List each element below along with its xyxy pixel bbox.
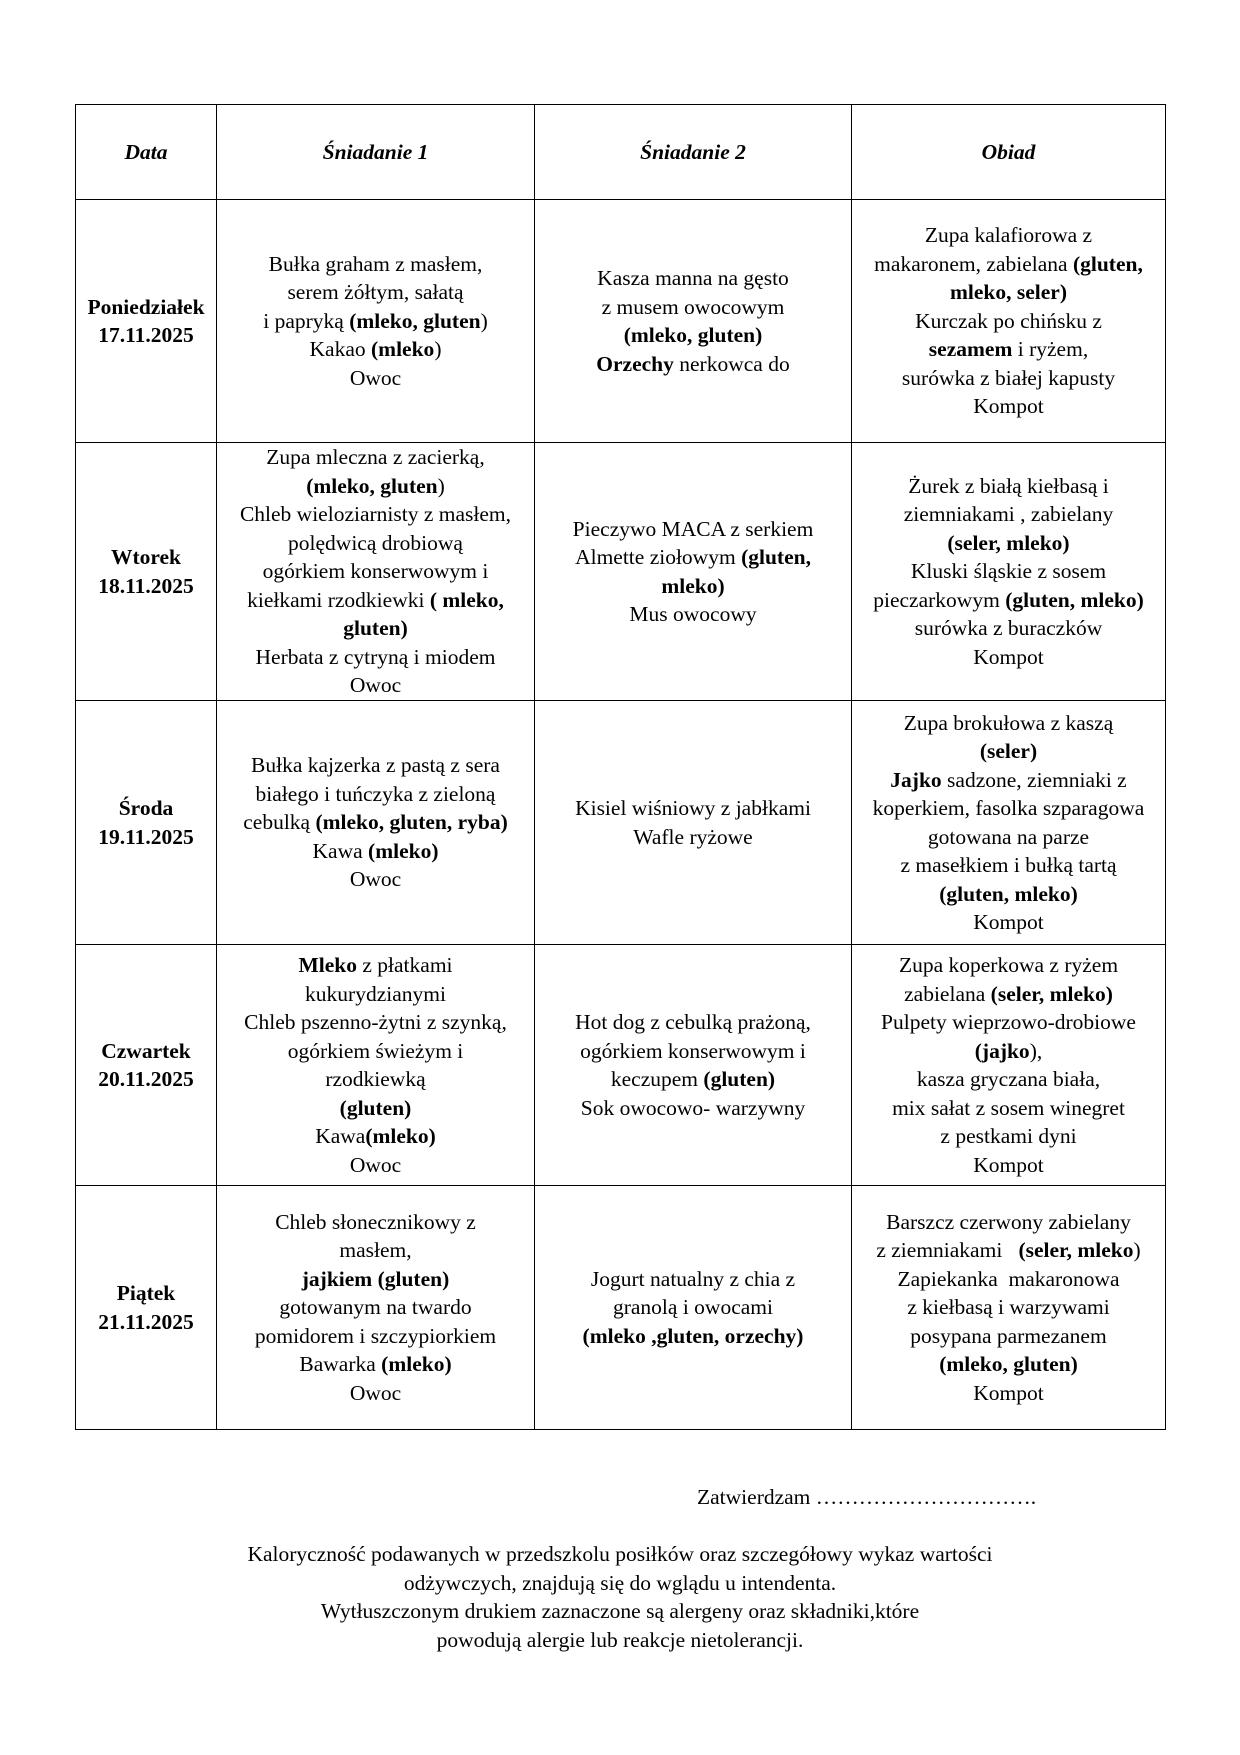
menu-text: z płatkami — [357, 953, 453, 977]
day-date: 20.11.2025 — [98, 1067, 194, 1091]
menu-text: Kasza manna na gęsto — [597, 266, 789, 290]
menu-text: Bułka graham z masłem, — [268, 251, 483, 276]
menu-line — [853, 1122, 1164, 1151]
breakfast-2-cell — [535, 945, 852, 1186]
menu-line — [853, 335, 1164, 364]
menu-line — [853, 1322, 1164, 1351]
menu-text: koperkiem, fasolka szparagowa — [872, 796, 1145, 820]
menu-line — [853, 737, 1164, 766]
menu-line — [218, 443, 533, 472]
menu-text: Kompot — [973, 644, 1044, 669]
allergen-text: (gluten, mleko) — [939, 881, 1078, 906]
menu-line — [536, 600, 850, 629]
menu-text: Bawarka — [299, 1352, 382, 1377]
menu-line — [853, 586, 1164, 615]
menu-text: z pestkami dyni — [940, 1124, 1077, 1148]
menu-line — [853, 794, 1164, 823]
day-date: 18.11.2025 — [98, 573, 194, 598]
menu-text: Mus owocowy — [629, 602, 757, 626]
day-name: Środa — [118, 796, 174, 820]
allergen-text: (seler, mleko) — [990, 981, 1113, 1006]
lunch-cell — [852, 200, 1166, 443]
menu-line — [218, 671, 533, 700]
menu-line — [853, 951, 1164, 980]
menu-line — [853, 1208, 1164, 1237]
menu-text: Kompot — [973, 1380, 1044, 1405]
menu-line — [218, 529, 533, 558]
menu-text: Owoc — [349, 673, 402, 698]
menu-line — [536, 572, 850, 601]
menu-text: makaronem, zabielana — [874, 251, 1073, 276]
menu-text: granolą i owocami — [612, 1295, 773, 1320]
breakfast-2-cell — [535, 701, 852, 945]
menu-text: Kompot — [973, 910, 1044, 934]
menu-text: ) — [480, 308, 488, 333]
menu-line — [853, 392, 1164, 421]
menu-line — [218, 643, 533, 672]
menu-text: Jogurt natualny z chia z — [590, 1266, 796, 1291]
allergen-text: (seler, mleko) — [947, 530, 1070, 555]
menu-line — [536, 1265, 850, 1294]
menu-text: Wafle ryżowe — [633, 824, 753, 849]
table-row — [76, 701, 1166, 945]
menu-line — [853, 364, 1164, 393]
menu-text: z musem owocowym — [601, 294, 785, 319]
menu-line — [536, 823, 850, 852]
menu-line — [853, 250, 1164, 279]
lunch-cell — [852, 1186, 1166, 1430]
day-cell — [76, 701, 217, 945]
breakfast-1-cell — [217, 200, 535, 443]
menu-line — [853, 880, 1164, 909]
menu-line — [218, 837, 533, 866]
menu-text: Zupa kalafiorowa z — [924, 223, 1093, 248]
menu-text: z masełkiem i bułką tartą — [900, 853, 1117, 877]
menu-text: Kakao — [309, 337, 372, 362]
menu-line — [853, 221, 1164, 250]
menu-line — [853, 908, 1164, 937]
allergen-text: (gluten, — [741, 545, 811, 569]
menu-text: ogórkiem konserwowym i — [580, 1038, 806, 1063]
allergen-text: (gluten) — [339, 1095, 412, 1120]
day-name: Piątek — [116, 1281, 176, 1305]
menu-line — [536, 1037, 850, 1066]
menu-text: i papryką — [263, 308, 350, 333]
menu-text: cebulką — [243, 810, 316, 835]
menu-line — [218, 1065, 533, 1094]
menu-line — [853, 278, 1164, 307]
menu-line — [218, 1151, 533, 1180]
menu-text: Hot dog z cebulką prażoną, — [575, 1010, 811, 1034]
approval-line: Zatwierdzam …………………………. — [697, 1485, 1037, 1509]
menu-line — [536, 794, 850, 823]
menu-line — [536, 293, 850, 322]
menu-text: Kompot — [973, 1152, 1044, 1177]
menu-text: pomidorem i szczypiorkiem — [254, 1323, 497, 1348]
menu-line — [536, 264, 850, 293]
footer-note — [75, 1540, 1165, 1654]
menu-text: kasza gryczana biała, — [916, 1067, 1101, 1091]
menu-line — [853, 307, 1164, 336]
menu-text: Bułka kajzerka z pastą z sera — [251, 753, 500, 778]
allergen-text: (gluten) — [703, 1067, 776, 1091]
breakfast-1-cell — [217, 1186, 535, 1430]
day-cell — [76, 200, 217, 443]
menu-line — [218, 472, 533, 501]
menu-text: i ryżem, — [1012, 337, 1089, 362]
menu-line — [853, 766, 1164, 795]
breakfast-1-cell — [217, 443, 535, 701]
allergen-text: (mleko) — [381, 1352, 452, 1377]
menu-line — [853, 851, 1164, 880]
allergen-text: jajkiem (gluten) — [301, 1266, 450, 1291]
menu-line — [853, 1236, 1164, 1265]
menu-text: ziemniakami , zabielany — [903, 502, 1114, 527]
allergen-text: (mleko, gluten — [306, 473, 438, 498]
menu-line — [536, 350, 850, 379]
menu-line — [218, 1265, 533, 1294]
menu-text: ) — [437, 473, 445, 498]
allergen-text: (seler) — [979, 739, 1038, 763]
menu-line — [218, 751, 533, 780]
menu-text: Zapiekanka makaronowa — [897, 1266, 1120, 1291]
footer-line: odżywczych, znajdują się do wglądu u intendenta. — [403, 1570, 837, 1595]
menu-text: Pieczywo MACA z serkiem — [572, 516, 814, 541]
menu-line — [218, 1379, 533, 1408]
breakfast-2-cell — [535, 200, 852, 443]
allergen-text: mleko, seler) — [949, 280, 1067, 305]
menu-line — [218, 586, 533, 615]
table-row — [76, 1186, 1166, 1430]
allergen-text: (mleko, gluten) — [939, 1352, 1078, 1377]
menu-line — [536, 543, 850, 572]
menu-line — [853, 557, 1164, 586]
allergen-text: Mleko — [298, 953, 357, 977]
day-date: 21.11.2025 — [98, 1309, 194, 1334]
allergen-text: (mleko) — [368, 838, 439, 863]
menu-line — [218, 278, 533, 307]
menu-line — [536, 515, 850, 544]
menu-line — [853, 1151, 1164, 1180]
menu-line — [536, 321, 850, 350]
menu-text: Sok owocowo- warzywny — [580, 1095, 806, 1120]
allergen-text: (gluten, — [1072, 251, 1143, 276]
menu-line — [853, 1265, 1164, 1294]
menu-line — [853, 1379, 1164, 1408]
allergen-text: (mleko ,gluten, orzechy) — [582, 1323, 804, 1348]
menu-text: Barszcz czerwony zabielany — [886, 1209, 1131, 1234]
header-breakfast-1: Śniadanie 1 — [217, 105, 535, 200]
menu-line — [218, 1322, 533, 1351]
menu-line — [853, 1037, 1164, 1066]
header-lunch: Obiad — [852, 105, 1166, 200]
menu-text: ) — [434, 337, 442, 362]
menu-line — [218, 1236, 533, 1265]
menu-text: kiełkami rzodkiewki — [247, 587, 430, 612]
menu-text: mix sałat z sosem winegret — [892, 1095, 1125, 1120]
menu-line — [218, 1008, 533, 1037]
menu-text: gotowana na parze — [927, 824, 1090, 849]
menu-line — [218, 1037, 533, 1066]
table-row — [76, 200, 1166, 443]
breakfast-2-cell — [535, 443, 852, 701]
menu-text: masłem, — [339, 1238, 412, 1263]
menu-line — [218, 335, 533, 364]
menu-line — [853, 823, 1164, 852]
allergen-text: (mleko, gluten, ryba) — [315, 810, 508, 835]
menu-text: kukurydzianymi — [305, 981, 446, 1006]
menu-text: Owoc — [349, 365, 402, 390]
menu-text: sadzone, ziemniaki z — [941, 767, 1127, 792]
menu-line — [853, 500, 1164, 529]
menu-text: keczupem — [610, 1067, 704, 1091]
menu-text: gotowanym na twardo — [279, 1295, 472, 1320]
menu-line — [218, 865, 533, 894]
allergen-text: (jajko — [974, 1038, 1030, 1063]
menu-line — [218, 1208, 533, 1237]
menu-text: Almette ziołowym — [575, 545, 742, 569]
footer-line: Kaloryczność podawanych w przedszkolu posiłków oraz szczegółowy wykaz wartości — [247, 1542, 993, 1566]
menu-text: posypana parmezanem — [910, 1323, 1107, 1348]
allergen-text: sezamem — [928, 337, 1013, 362]
menu-line — [536, 1322, 850, 1351]
allergen-text: mleko) — [661, 573, 725, 598]
table-row — [76, 945, 1166, 1186]
menu-text: Herbata z cytryną i miodem — [255, 644, 496, 669]
allergen-text: (gluten, mleko) — [1005, 587, 1144, 612]
day-name: Wtorek — [110, 545, 182, 569]
allergen-text: Jajko — [890, 767, 942, 792]
day-date: 19.11.2025 — [98, 824, 194, 849]
day-cell — [76, 443, 217, 701]
menu-text: Kompot — [973, 394, 1044, 419]
menu-line — [853, 472, 1164, 501]
menu-text: Kurczak po chińsku z — [915, 308, 1102, 333]
footer-line: powodują alergie lub reakcje nietolerancji. — [436, 1627, 804, 1652]
header-breakfast-2: Śniadanie 2 — [535, 105, 852, 200]
menu-line — [536, 1008, 850, 1037]
menu-text: ), — [1029, 1038, 1043, 1063]
menu-text: serem żółtym, sałatą — [287, 280, 464, 305]
menu-text: zabielana — [904, 981, 991, 1006]
menu-text: rzodkiewką — [325, 1067, 426, 1091]
menu-line — [218, 250, 533, 279]
menu-text: polędwicą drobiową — [288, 530, 463, 555]
menu-text: Kisiel wiśniowy z jabłkami — [575, 796, 811, 820]
allergen-text: ( mleko, — [429, 587, 504, 612]
menu-text: Kluski śląskie z sosem — [910, 559, 1107, 584]
menu-line — [853, 1350, 1164, 1379]
allergen-text: (mleko, gluten) — [623, 323, 763, 347]
menu-line — [536, 1293, 850, 1322]
menu-line — [218, 980, 533, 1009]
menu-line — [218, 1350, 533, 1379]
allergen-text: (seler, mleko — [1018, 1238, 1134, 1263]
menu-text: z ziemniakami — [876, 1238, 1019, 1263]
menu-line — [218, 614, 533, 643]
menu-line — [536, 1065, 850, 1094]
day-date: 17.11.2025 — [98, 323, 194, 347]
menu-text: Owoc — [349, 1380, 402, 1405]
allergen-text: (mleko — [371, 337, 435, 362]
menu-text: z kiełbasą i warzywami — [907, 1295, 1110, 1320]
lunch-cell — [852, 945, 1166, 1186]
menu-line — [853, 709, 1164, 738]
menu-line — [218, 1122, 533, 1151]
menu-line — [853, 529, 1164, 558]
lunch-cell — [852, 443, 1166, 701]
menu-line — [218, 780, 533, 809]
menu-text: ogórkiem konserwowym i — [262, 559, 489, 584]
menu-text: białego i tuńczyka z zieloną — [255, 781, 496, 806]
allergen-text: (mleko, gluten — [349, 308, 481, 333]
menu-text: Owoc — [349, 867, 402, 892]
lunch-cell — [852, 701, 1166, 945]
menu-line — [218, 951, 533, 980]
menu-text: Kawa — [312, 838, 369, 863]
breakfast-2-cell — [535, 1186, 852, 1430]
menu-text: pieczarkowym — [873, 587, 1006, 612]
menu-text: Zupa brokułowa z kaszą — [903, 710, 1114, 735]
day-cell — [76, 1186, 217, 1430]
menu-line — [218, 500, 533, 529]
menu-line — [853, 980, 1164, 1009]
menu-line — [218, 1293, 533, 1322]
menu-text: Żurek z białą kiełbasą i — [908, 473, 1109, 498]
menu-text: nerkowca do — [673, 351, 790, 376]
menu-text: Owoc — [349, 1152, 402, 1177]
menu-line — [536, 1094, 850, 1123]
menu-text: surówka z buraczków — [914, 616, 1103, 641]
menu-line — [853, 1293, 1164, 1322]
menu-line — [218, 1094, 533, 1123]
menu-line — [853, 614, 1164, 643]
menu-line — [218, 307, 533, 336]
menu-line — [853, 1094, 1164, 1123]
footer-line: Wytłuszczonym drukiem zaznaczone są alergeny oraz składniki,które — [320, 1599, 920, 1623]
menu-text: Kawa — [315, 1124, 366, 1148]
header-date: Data — [76, 105, 217, 200]
menu-table — [75, 104, 1166, 1430]
table-row — [76, 443, 1166, 701]
menu-text: ) — [1133, 1238, 1141, 1263]
menu-line — [218, 808, 533, 837]
breakfast-1-cell — [217, 945, 535, 1186]
menu-text: Chleb wieloziarnisty z masłem, — [239, 502, 512, 527]
menu-text: surówka z białej kapusty — [901, 365, 1116, 390]
allergen-text: gluten) — [343, 616, 408, 641]
menu-line — [853, 1008, 1164, 1037]
menu-text: Chleb pszenno-żytni z szynką, — [244, 1010, 507, 1034]
allergen-text: (mleko) — [365, 1124, 436, 1148]
menu-line — [853, 643, 1164, 672]
menu-line — [218, 364, 533, 393]
breakfast-1-cell — [217, 701, 535, 945]
menu-text: Zupa mleczna z zacierką, — [266, 445, 485, 470]
day-name: Poniedziałek — [87, 294, 205, 319]
day-name: Czwartek — [101, 1038, 191, 1063]
header-row — [76, 105, 1166, 200]
menu-line — [853, 1065, 1164, 1094]
menu-text: Zupa koperkowa z ryżem — [898, 953, 1119, 977]
menu-text: Pulpety wieprzowo-drobiowe — [881, 1010, 1136, 1034]
day-cell — [76, 945, 217, 1186]
menu-line — [218, 557, 533, 586]
allergen-text: Orzechy — [596, 351, 674, 376]
menu-text: Chleb słonecznikowy z — [275, 1209, 476, 1234]
menu-text: ogórkiem świeżym i — [287, 1038, 464, 1063]
